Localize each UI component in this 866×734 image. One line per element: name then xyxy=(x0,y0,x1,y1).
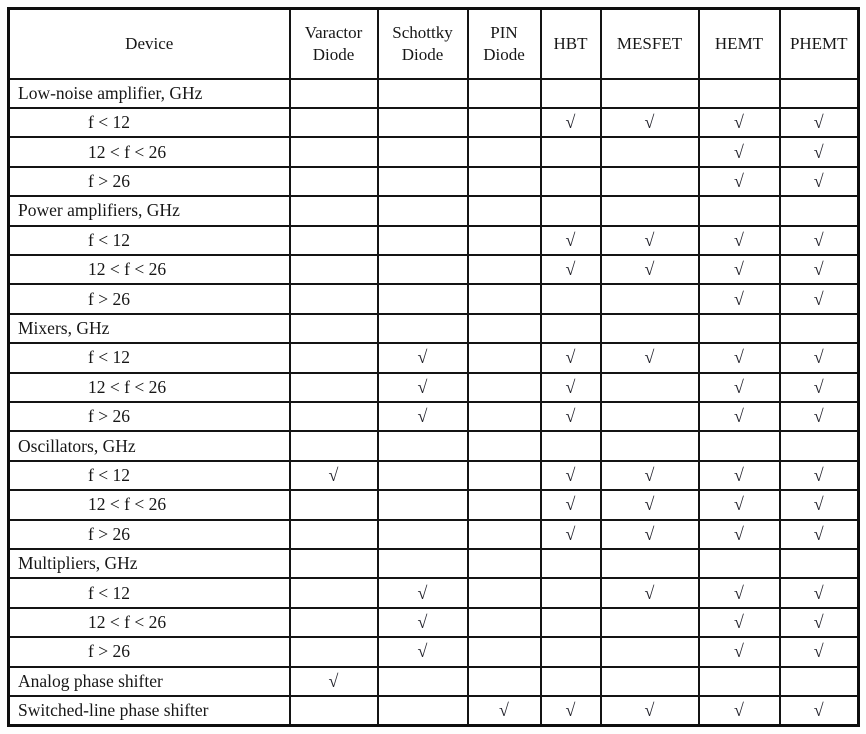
frequency-row xyxy=(9,343,859,372)
empty-cell xyxy=(780,196,859,225)
empty-cell xyxy=(780,314,859,343)
technology-column-header: Varactor Diode xyxy=(290,9,378,79)
empty-cell xyxy=(699,431,780,460)
device-row xyxy=(9,431,859,460)
device-label: Low-noise amplifier, GHz xyxy=(9,79,290,108)
device-label: Analog phase shifter xyxy=(9,667,290,696)
technology-column-header: HBT xyxy=(541,9,601,79)
empty-cell xyxy=(541,314,601,343)
empty-cell xyxy=(468,520,541,549)
empty-cell xyxy=(468,461,541,490)
frequency-range-label: f < 12 xyxy=(9,578,290,607)
empty-cell xyxy=(541,549,601,578)
checkmark-cell: √ xyxy=(699,637,780,666)
empty-cell xyxy=(468,167,541,196)
checkmark-cell: √ xyxy=(699,137,780,166)
device-label: Multipliers, GHz xyxy=(9,549,290,578)
checkmark-cell: √ xyxy=(378,578,468,607)
empty-cell xyxy=(290,79,378,108)
empty-cell xyxy=(541,578,601,607)
checkmark-cell: √ xyxy=(699,226,780,255)
empty-cell xyxy=(290,167,378,196)
checkmark-cell: √ xyxy=(378,637,468,666)
frequency-range-label: 12 < f < 26 xyxy=(9,137,290,166)
device-label: Power amplifiers, GHz xyxy=(9,196,290,225)
empty-cell xyxy=(541,667,601,696)
device-label: Switched-line phase shifter xyxy=(9,696,290,725)
checkmark-cell: √ xyxy=(601,226,699,255)
checkmark-cell: √ xyxy=(541,255,601,284)
empty-cell xyxy=(468,255,541,284)
empty-cell xyxy=(699,549,780,578)
empty-cell xyxy=(290,578,378,607)
checkmark-cell: √ xyxy=(699,402,780,431)
checkmark-cell: √ xyxy=(541,108,601,137)
frequency-range-label: f > 26 xyxy=(9,520,290,549)
empty-cell xyxy=(601,137,699,166)
empty-cell xyxy=(290,137,378,166)
empty-cell xyxy=(290,402,378,431)
checkmark-cell: √ xyxy=(780,490,859,519)
empty-cell xyxy=(378,549,468,578)
checkmark-cell: √ xyxy=(780,373,859,402)
frequency-range-label: 12 < f < 26 xyxy=(9,255,290,284)
technology-column-header: PIN Diode xyxy=(468,9,541,79)
technology-column-header: Schottky Diode xyxy=(378,9,468,79)
checkmark-cell: √ xyxy=(780,226,859,255)
checkmark-cell: √ xyxy=(541,402,601,431)
empty-cell xyxy=(290,314,378,343)
frequency-row xyxy=(9,255,859,284)
empty-cell xyxy=(601,431,699,460)
checkmark-cell: √ xyxy=(699,343,780,372)
empty-cell xyxy=(541,196,601,225)
frequency-row xyxy=(9,578,859,607)
checkmark-cell: √ xyxy=(780,461,859,490)
frequency-row xyxy=(9,637,859,666)
empty-cell xyxy=(780,79,859,108)
empty-cell xyxy=(290,373,378,402)
checkmark-cell: √ xyxy=(601,255,699,284)
empty-cell xyxy=(468,314,541,343)
empty-cell xyxy=(601,608,699,637)
empty-cell xyxy=(699,196,780,225)
empty-cell xyxy=(699,314,780,343)
frequency-row xyxy=(9,402,859,431)
empty-cell xyxy=(468,226,541,255)
empty-cell xyxy=(378,137,468,166)
empty-cell xyxy=(541,608,601,637)
table-body xyxy=(9,79,859,726)
empty-cell xyxy=(468,137,541,166)
frequency-row xyxy=(9,108,859,137)
empty-cell xyxy=(378,255,468,284)
checkmark-cell: √ xyxy=(699,373,780,402)
empty-cell xyxy=(468,284,541,313)
empty-cell xyxy=(468,578,541,607)
empty-cell xyxy=(780,549,859,578)
frequency-range-label: f > 26 xyxy=(9,284,290,313)
checkmark-cell: √ xyxy=(699,284,780,313)
empty-cell xyxy=(378,696,468,725)
empty-cell xyxy=(468,79,541,108)
checkmark-cell: √ xyxy=(699,461,780,490)
empty-cell xyxy=(699,79,780,108)
empty-cell xyxy=(290,549,378,578)
frequency-range-label: f < 12 xyxy=(9,226,290,255)
checkmark-cell: √ xyxy=(601,520,699,549)
empty-cell xyxy=(541,637,601,666)
checkmark-cell: √ xyxy=(378,402,468,431)
empty-cell xyxy=(378,226,468,255)
checkmark-cell: √ xyxy=(780,578,859,607)
empty-cell xyxy=(378,108,468,137)
checkmark-cell: √ xyxy=(780,608,859,637)
device-label: Mixers, GHz xyxy=(9,314,290,343)
frequency-range-label: 12 < f < 26 xyxy=(9,373,290,402)
device-row xyxy=(9,696,859,725)
empty-cell xyxy=(541,431,601,460)
checkmark-cell: √ xyxy=(601,343,699,372)
empty-cell xyxy=(290,196,378,225)
checkmark-cell: √ xyxy=(378,373,468,402)
empty-cell xyxy=(601,167,699,196)
checkmark-cell: √ xyxy=(601,696,699,725)
empty-cell xyxy=(290,284,378,313)
empty-cell xyxy=(780,431,859,460)
device-label: Oscillators, GHz xyxy=(9,431,290,460)
empty-cell xyxy=(780,667,859,696)
empty-cell xyxy=(378,314,468,343)
frequency-range-label: 12 < f < 26 xyxy=(9,490,290,519)
empty-cell xyxy=(541,284,601,313)
checkmark-cell: √ xyxy=(541,226,601,255)
technology-column-header: HEMT xyxy=(699,9,780,79)
device-row xyxy=(9,314,859,343)
checkmark-cell: √ xyxy=(541,373,601,402)
empty-cell xyxy=(290,520,378,549)
empty-cell xyxy=(468,343,541,372)
frequency-range-label: f > 26 xyxy=(9,402,290,431)
checkmark-cell: √ xyxy=(468,696,541,725)
checkmark-cell: √ xyxy=(780,108,859,137)
empty-cell xyxy=(468,431,541,460)
frequency-row xyxy=(9,520,859,549)
empty-cell xyxy=(290,255,378,284)
empty-cell xyxy=(378,520,468,549)
empty-cell xyxy=(468,667,541,696)
empty-cell xyxy=(290,226,378,255)
empty-cell xyxy=(468,196,541,225)
checkmark-cell: √ xyxy=(601,578,699,607)
frequency-row xyxy=(9,373,859,402)
technology-column-header: MESFET xyxy=(601,9,699,79)
empty-cell xyxy=(378,490,468,519)
frequency-range-label: f < 12 xyxy=(9,343,290,372)
empty-cell xyxy=(378,196,468,225)
checkmark-cell: √ xyxy=(378,343,468,372)
empty-cell xyxy=(378,284,468,313)
checkmark-cell: √ xyxy=(541,490,601,519)
checkmark-cell: √ xyxy=(780,520,859,549)
checkmark-cell: √ xyxy=(699,490,780,519)
frequency-row xyxy=(9,461,859,490)
empty-cell xyxy=(290,696,378,725)
empty-cell xyxy=(378,79,468,108)
checkmark-cell: √ xyxy=(780,637,859,666)
empty-cell xyxy=(601,549,699,578)
frequency-range-label: f > 26 xyxy=(9,637,290,666)
empty-cell xyxy=(290,431,378,460)
device-row xyxy=(9,667,859,696)
frequency-range-label: f > 26 xyxy=(9,167,290,196)
checkmark-cell: √ xyxy=(601,490,699,519)
checkmark-cell: √ xyxy=(541,343,601,372)
empty-cell xyxy=(468,373,541,402)
empty-cell xyxy=(378,167,468,196)
frequency-range-label: 12 < f < 26 xyxy=(9,608,290,637)
frequency-row xyxy=(9,284,859,313)
empty-cell xyxy=(541,137,601,166)
empty-cell xyxy=(601,196,699,225)
empty-cell xyxy=(468,549,541,578)
checkmark-cell: √ xyxy=(601,108,699,137)
empty-cell xyxy=(541,79,601,108)
checkmark-cell: √ xyxy=(699,696,780,725)
checkmark-cell: √ xyxy=(780,402,859,431)
empty-cell xyxy=(290,108,378,137)
empty-cell xyxy=(378,461,468,490)
checkmark-cell: √ xyxy=(780,284,859,313)
empty-cell xyxy=(468,108,541,137)
empty-cell xyxy=(290,637,378,666)
empty-cell xyxy=(468,490,541,519)
empty-cell xyxy=(541,167,601,196)
checkmark-cell: √ xyxy=(699,108,780,137)
frequency-row xyxy=(9,490,859,519)
checkmark-cell: √ xyxy=(699,608,780,637)
empty-cell xyxy=(468,637,541,666)
empty-cell xyxy=(290,608,378,637)
empty-cell xyxy=(468,402,541,431)
checkmark-cell: √ xyxy=(699,255,780,284)
empty-cell xyxy=(601,667,699,696)
frequency-row xyxy=(9,608,859,637)
device-row xyxy=(9,79,859,108)
empty-cell xyxy=(601,79,699,108)
frequency-row xyxy=(9,167,859,196)
empty-cell xyxy=(699,667,780,696)
checkmark-cell: √ xyxy=(541,520,601,549)
device-row xyxy=(9,549,859,578)
empty-cell xyxy=(290,490,378,519)
checkmark-cell: √ xyxy=(780,343,859,372)
empty-cell xyxy=(378,667,468,696)
checkmark-cell: √ xyxy=(780,255,859,284)
checkmark-cell: √ xyxy=(541,461,601,490)
empty-cell xyxy=(601,637,699,666)
technology-column-header: PHEMT xyxy=(780,9,859,79)
header-row xyxy=(9,9,859,79)
empty-cell xyxy=(468,608,541,637)
checkmark-cell: √ xyxy=(699,520,780,549)
checkmark-cell: √ xyxy=(378,608,468,637)
checkmark-cell: √ xyxy=(541,696,601,725)
device-column-header: Device xyxy=(9,9,290,79)
checkmark-cell: √ xyxy=(780,696,859,725)
empty-cell xyxy=(601,314,699,343)
device-technology-table xyxy=(7,7,860,727)
empty-cell xyxy=(290,343,378,372)
checkmark-cell: √ xyxy=(699,578,780,607)
empty-cell xyxy=(601,402,699,431)
frequency-row xyxy=(9,226,859,255)
frequency-range-label: f < 12 xyxy=(9,108,290,137)
checkmark-cell: √ xyxy=(780,167,859,196)
frequency-row xyxy=(9,137,859,166)
empty-cell xyxy=(378,431,468,460)
empty-cell xyxy=(601,373,699,402)
checkmark-cell: √ xyxy=(699,167,780,196)
checkmark-cell: √ xyxy=(780,137,859,166)
empty-cell xyxy=(601,284,699,313)
frequency-range-label: f < 12 xyxy=(9,461,290,490)
checkmark-cell: √ xyxy=(601,461,699,490)
device-row xyxy=(9,196,859,225)
checkmark-cell: √ xyxy=(290,667,378,696)
checkmark-cell: √ xyxy=(290,461,378,490)
